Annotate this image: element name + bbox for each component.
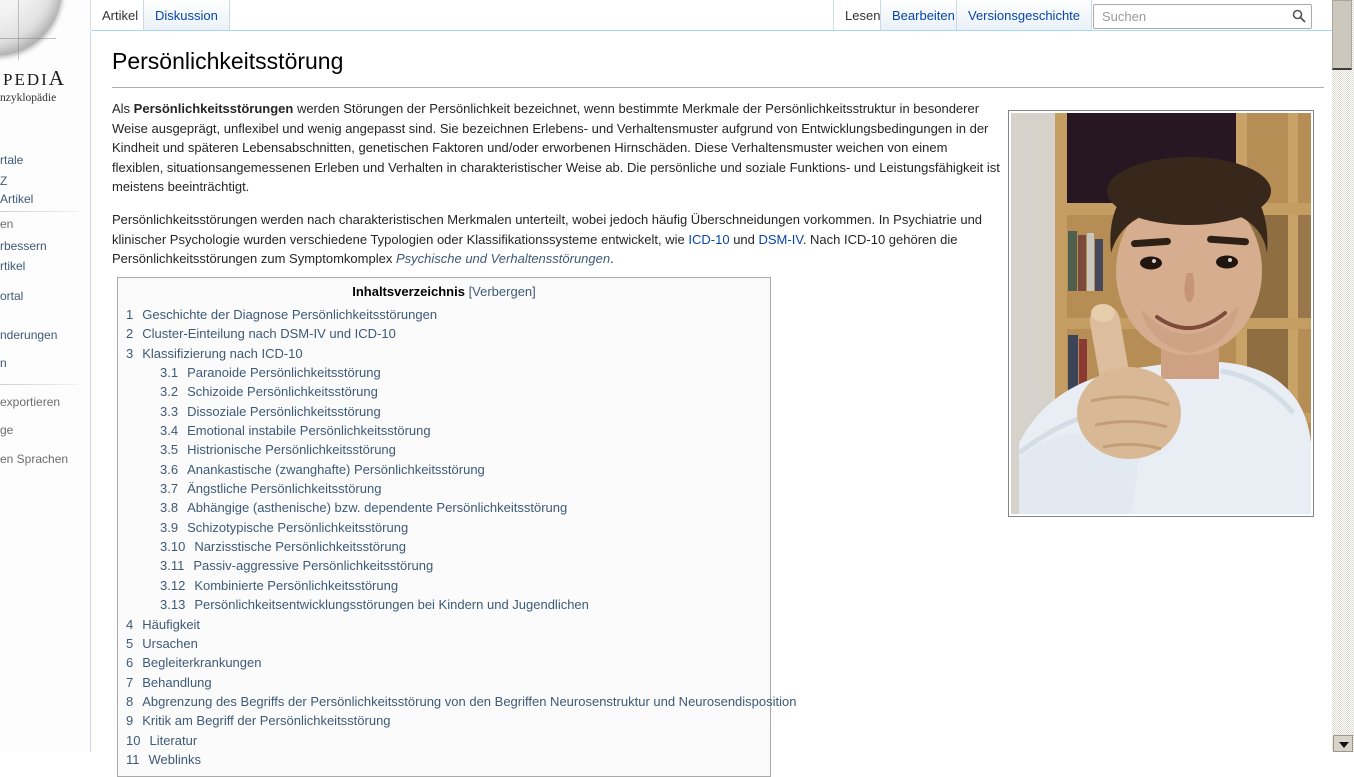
toc-entry-number: 2 (126, 326, 134, 342)
down-arrow-icon (1339, 742, 1349, 748)
toc-entry[interactable] (118, 692, 797, 711)
toc-entry[interactable] (118, 556, 770, 575)
toc-entry-label: Begleiterkrankungen (142, 655, 262, 671)
sidebar-link-von-a-bis-z[interactable]: Z (0, 174, 8, 188)
toc-entry-number: 8 (126, 693, 134, 709)
toc-entry-number: 3.8 (160, 500, 179, 516)
vertical-scrollbar[interactable] (1332, 0, 1354, 752)
toc-entry-label: Passiv-aggressive Persönlichkeitsstörung (193, 558, 434, 574)
toc-entry-number: 3.9 (160, 519, 179, 535)
toc-entry[interactable] (118, 750, 770, 769)
sidebar-divider (0, 211, 78, 212)
article-image-frame[interactable] (1008, 110, 1314, 517)
page-title: Persönlichkeitsstörung (112, 48, 344, 74)
p2-text-d: . (610, 251, 614, 267)
p2-text-a: Persönlichkeitsstörungen werden nach charakteristischen Merkmalen unterteilt, wobei jedoch häufig Überschneidungen vorkommen. In Psychiatrie und klinischer Psychologie wurden verschiedene Typologien oder Klassifikationssysteme entwickelt, wie (112, 211, 983, 247)
scrollbar-thumb[interactable] (1332, 0, 1352, 70)
paragraph-2 (112, 210, 1000, 269)
toc-entry-label: Kritik am Begriff der Persönlichkeitsstörung (142, 713, 391, 729)
tab-bearbeiten[interactable]: Bearbeiten (880, 0, 967, 31)
toc-entry-number: 3.10 (160, 539, 186, 555)
toc-entry[interactable] (118, 576, 770, 595)
sidebar-link-letzte-aenderungen[interactable]: nderungen (0, 328, 58, 342)
toc-entry-label: Ängstliche Persönlichkeitsstörung (187, 481, 382, 497)
thumbs-up-portrait-photo (1011, 113, 1311, 514)
search-input[interactable] (1100, 7, 1284, 26)
sidebar-link-artikel-verbessern[interactable]: rbessern (0, 239, 47, 253)
tab-artikel[interactable]: Artikel (90, 0, 150, 30)
globe-puzzle-seam (18, 0, 19, 60)
toc-entry-label: Persönlichkeitsentwicklungsstörungen bei Kindern und Jugendlichen (194, 597, 589, 613)
toc-title: Inhaltsverzeichnis (352, 284, 465, 299)
sidebar-heading-andere-sprachen[interactable]: en Sprachen (0, 452, 69, 466)
sidebar-heading-exportieren[interactable]: exportieren (0, 395, 61, 409)
p1-prefix: Als (112, 101, 134, 116)
toc-entry-number: 3.3 (160, 403, 179, 419)
toc-entry[interactable] (118, 634, 770, 653)
sidebar-link-neuen-artikel[interactable]: rtikel (0, 259, 26, 273)
wikipedia-tagline: nzyklopädie (0, 92, 57, 104)
toc-entry-label: Abgrenzung des Begriffs der Persönlichkeitsstörung von den Begriffen Neurosenstruktur und Neurosendisposition (142, 693, 797, 709)
toc-entry-number: 9 (126, 713, 134, 729)
article-intro (112, 99, 1000, 282)
toc-entry[interactable] (118, 615, 770, 634)
toc-entry-label: Dissoziale Persönlichkeitsstörung (187, 403, 381, 419)
toc-entry-label: Narzisstische Persönlichkeitsstörung (194, 539, 407, 555)
p2-text-c: . Nach ICD-10 gehören die Persönlichkeitsstörungen zum Symptomkomplex (112, 231, 958, 267)
sidebar-link-kontakt[interactable]: n (0, 356, 7, 370)
toc-entry[interactable] (118, 711, 770, 730)
search-box (1093, 4, 1312, 29)
toc-entry-label: Literatur (149, 732, 198, 748)
link-dsm-iv[interactable]: DSM-IV (758, 231, 803, 247)
search-icon[interactable] (1292, 9, 1306, 23)
toc-entry[interactable] (118, 440, 770, 459)
toc-entry-number: 3.5 (160, 442, 179, 458)
toc-entry-label: Emotional instabile Persönlichkeitsstörung (187, 423, 431, 439)
tab-versionsgeschichte[interactable]: Versionsgeschichte (956, 0, 1092, 31)
toc-entry-number: 11 (126, 751, 140, 767)
p1-rest: werden Störungen der Persönlichkeit bezeichnet, wenn bestimmte Merkmale der Persönlichkeitsstruktur in besonderer Weise ausgeprägt, unflexibel und wenig angepasst sind. Sie bezeichnen Erlebens- und Verhaltensmuster aufgrund von Entwicklungsbedingungen in der Kindheit und späteren Lebensabschnitten, genetischen Faktoren und/oder erworbenen Hirnschäden. Diese Verhaltensmuster weichen von einem flexiblen, situationsangemessenen Erleben und Verhalten in charakteristischer Weise ab. Die persönliche und soziale Funktions- und Leistungsfähigkeit ist meistens beeinträchtigt. (112, 101, 1000, 195)
toc-entry-number: 10 (126, 732, 141, 748)
toc-entry[interactable] (118, 460, 770, 479)
toc-entry-label: Abhängige (asthenische) bzw. dependente Persönlichkeitsstörung (187, 500, 568, 516)
content-left-border (90, 31, 91, 752)
toc-entry[interactable] (118, 518, 770, 537)
p2-text-b: und (729, 231, 759, 247)
tab-lesen[interactable]: Lesen (833, 0, 892, 30)
link-icd-10[interactable]: ICD-10 (688, 231, 730, 247)
toc-entry-label: Cluster-Einteilung nach DSM-IV und ICD-10 (142, 326, 396, 342)
toc-entry-number: 3.11 (160, 558, 185, 574)
scrollbar-down-button[interactable] (1333, 735, 1353, 752)
toc-entry[interactable] (118, 363, 770, 382)
sidebar-heading-mitmachen: en (0, 217, 14, 231)
toc-entry-number: 3.1 (160, 365, 179, 381)
toc-entry[interactable] (118, 305, 770, 324)
toc-entry-number: 4 (126, 616, 134, 632)
sidebar-divider (0, 384, 78, 385)
table-of-contents (117, 277, 797, 777)
toc-entry-number: 6 (126, 655, 134, 671)
sidebar-link-zufaelliger-artikel[interactable]: Artikel (0, 192, 34, 206)
toc-entry-label: Geschichte der Diagnose Persönlichkeitsstörungen (142, 307, 438, 322)
toc-entry-label: Ursachen (142, 635, 198, 651)
sidebar-link-autorenportal[interactable]: ortal (0, 289, 24, 303)
toc-entry[interactable] (118, 382, 770, 401)
toc-entry-number: 3.6 (160, 461, 179, 477)
toc-list (118, 305, 797, 769)
toc-entry[interactable] (118, 673, 770, 692)
toc-entry[interactable] (118, 344, 770, 363)
toc-entry-label: Häufigkeit (142, 616, 201, 632)
toc-entry-number: 3 (126, 345, 134, 361)
toc-entry[interactable] (118, 421, 770, 440)
globe-puzzle-seam (0, 38, 56, 39)
toc-entry[interactable] (118, 498, 770, 517)
toc-entry-number: 5 (126, 635, 134, 651)
toc-entry-number: 3.13 (160, 597, 186, 613)
tabbar-bottom-border (91, 30, 1332, 31)
wikipedia-globe-logo[interactable] (0, 0, 62, 56)
toc-entry[interactable] (118, 479, 770, 498)
toc-entry-number: 3.4 (160, 423, 179, 439)
sidebar-heading-werkzeuge[interactable]: ge (0, 423, 14, 437)
toc-entry-label: Behandlung (142, 674, 212, 690)
sidebar-link-portale[interactable]: rtale (0, 153, 24, 167)
wikipedia-wordmark: PEDIA (3, 66, 66, 90)
sidebar (0, 0, 90, 752)
toc-entry-number: 1 (126, 307, 134, 322)
toc-entry-label: Anankastische (zwanghafte) Persönlichkeitsstörung (187, 461, 485, 477)
toc-entry-number: 7 (126, 674, 134, 690)
tab-diskussion[interactable]: Diskussion (143, 0, 230, 31)
toc-entry-label: Kombinierte Persönlichkeitsstörung (194, 577, 399, 593)
toc-entry-label: Histrionische Persönlichkeitsstörung (187, 442, 396, 458)
toc-entry-label: Schizoide Persönlichkeitsstörung (187, 384, 378, 400)
toc-header (118, 284, 770, 299)
toc-entry-label: Paranoide Persönlichkeitsstörung (187, 365, 381, 381)
toc-entry-number: 3.12 (160, 577, 186, 593)
toc-entry[interactable] (118, 595, 770, 614)
toc-entry[interactable] (118, 731, 770, 750)
paragraph-1 (112, 99, 1000, 197)
toc-entry[interactable] (118, 402, 770, 421)
toc-entry-number: 3.7 (160, 481, 179, 497)
toc-entry-label: Weblinks (148, 751, 202, 767)
toc-entry-number: 3.2 (160, 384, 179, 400)
toc-hide-toggle[interactable]: [Verbergen] (468, 284, 536, 299)
toc-entry[interactable] (118, 537, 770, 556)
toc-entry[interactable] (118, 653, 770, 672)
title-underline (112, 87, 1324, 88)
link-psychische-und-verhaltensstoerungen[interactable]: Psychische und Verhaltensstörungen (395, 251, 611, 267)
toc-entry-label: Klassifizierung nach ICD-10 (142, 345, 303, 361)
toc-entry[interactable] (118, 324, 770, 343)
p1-bold-term: Persönlichkeitsstörungen (133, 101, 294, 116)
toc-entry-label: Schizotypische Persönlichkeitsstörung (187, 519, 409, 535)
